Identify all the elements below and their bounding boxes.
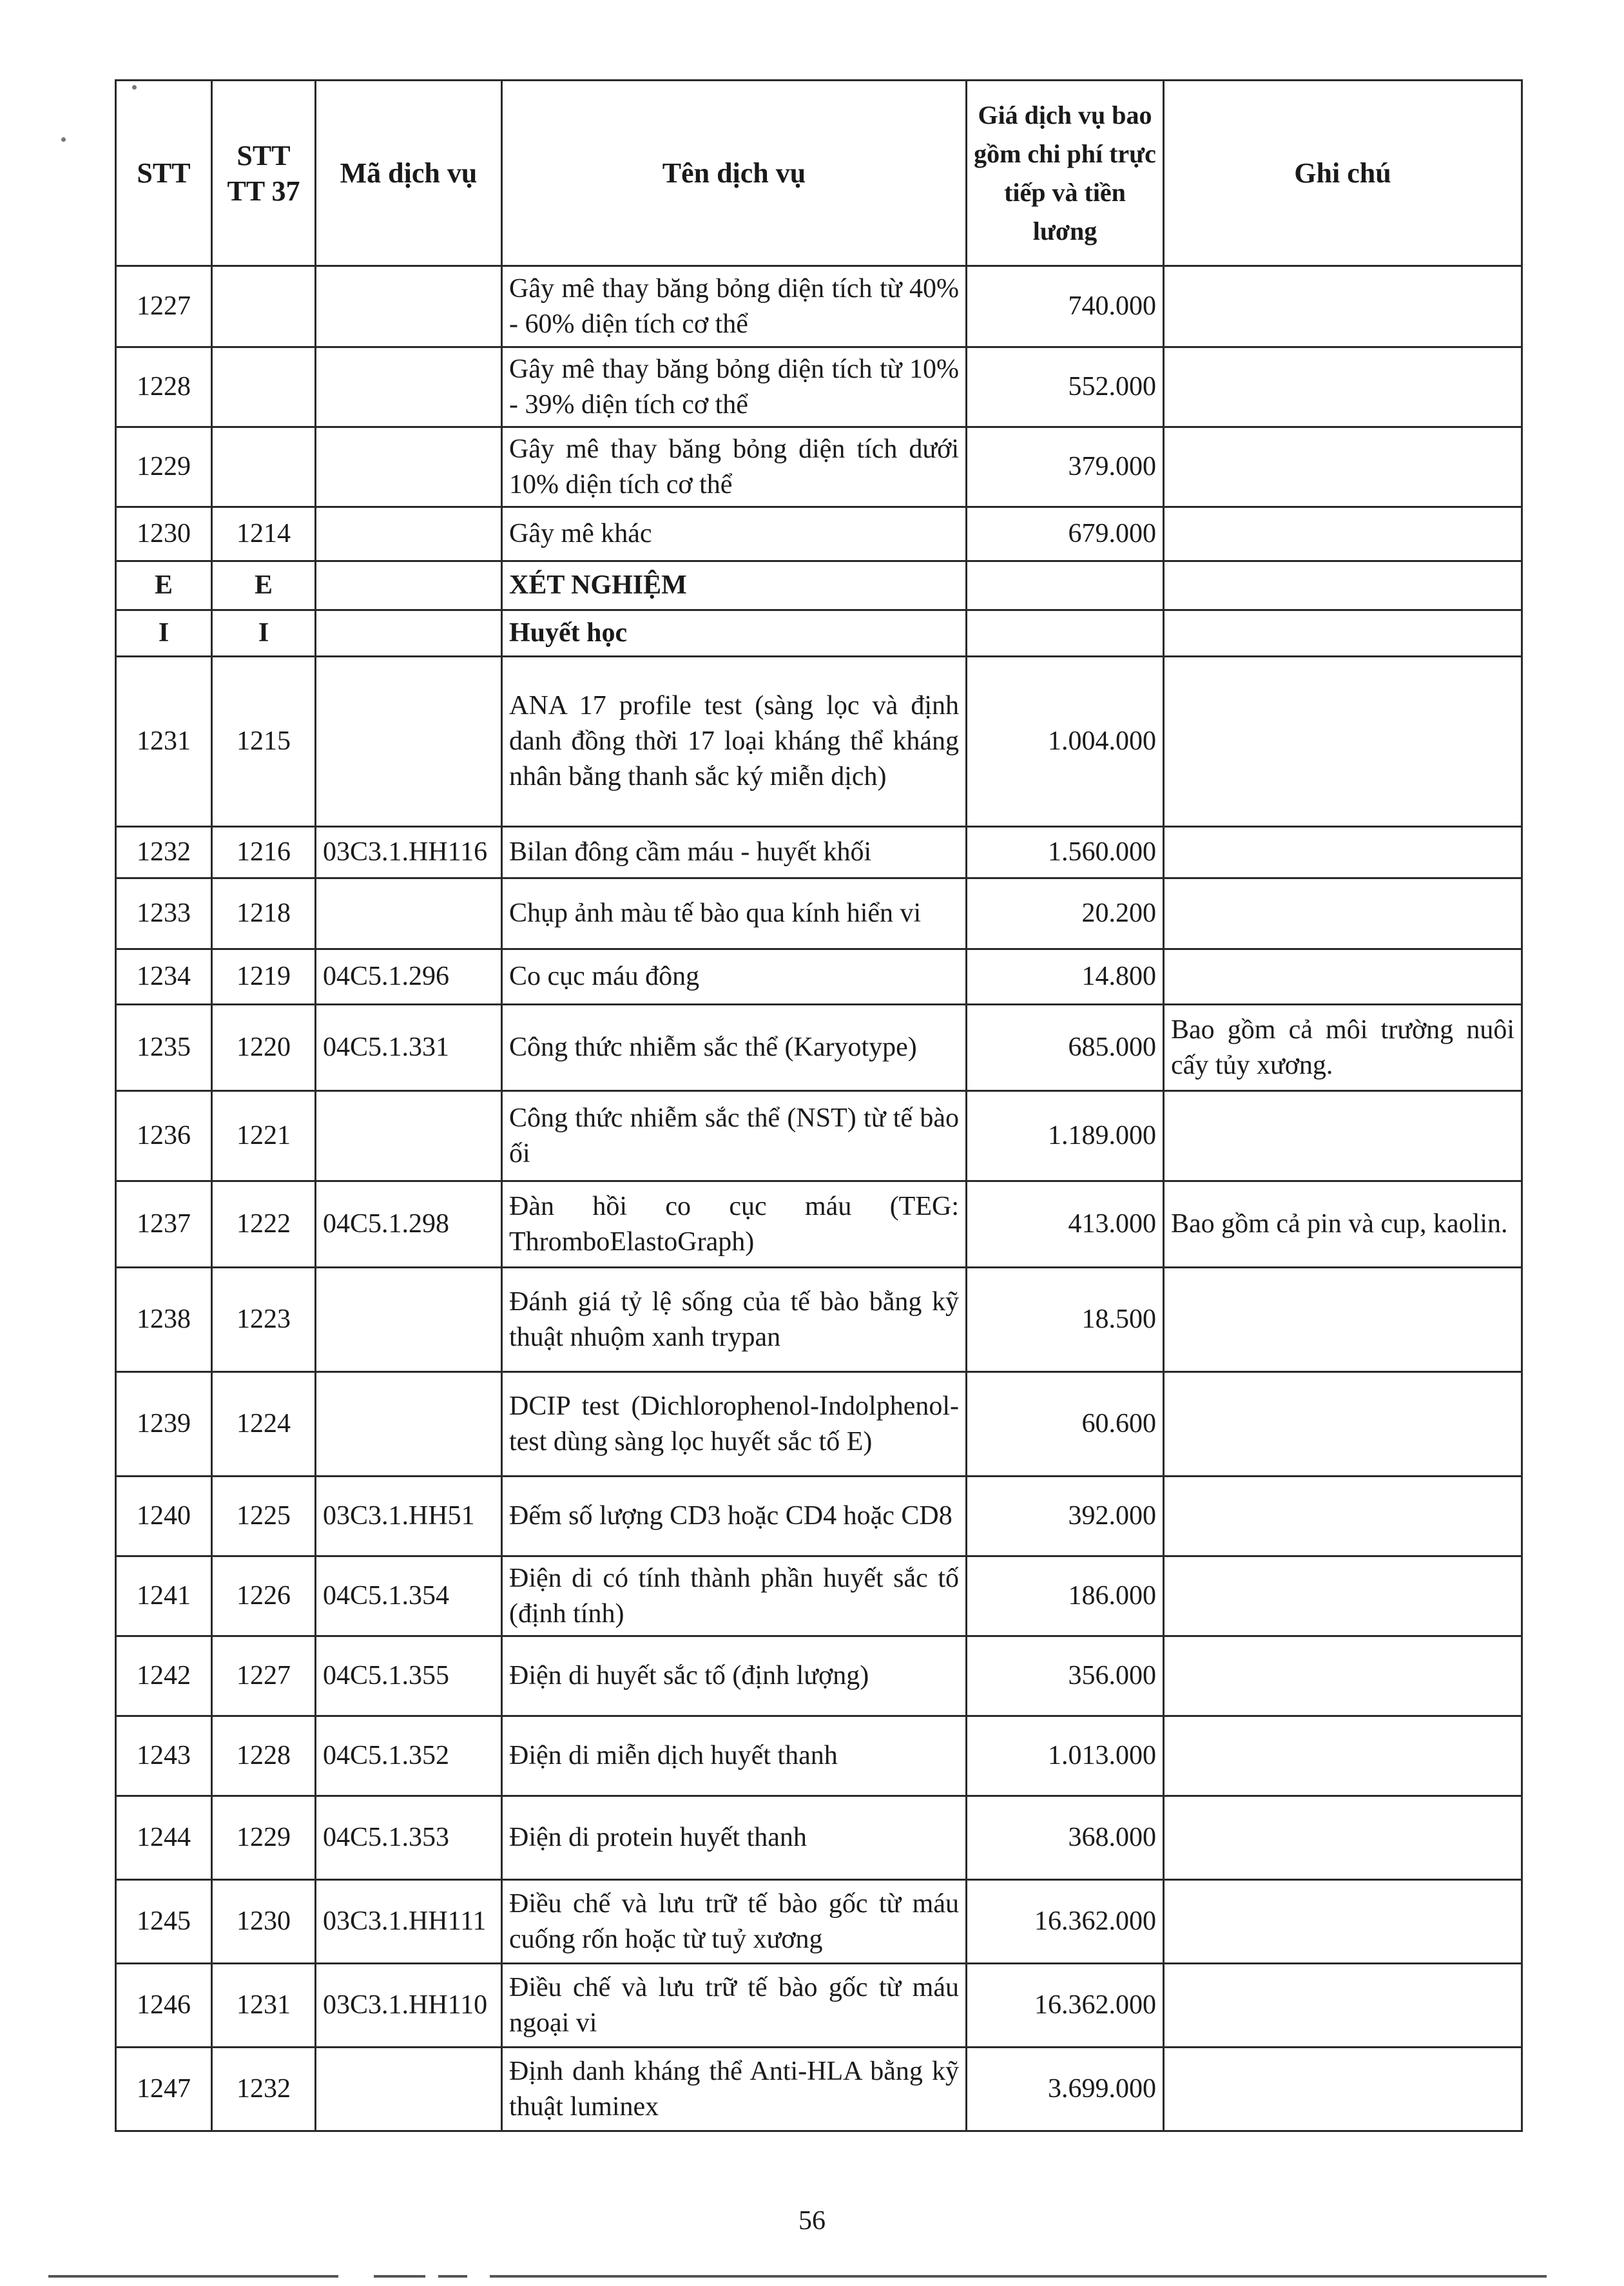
cell-service-name: Chụp ảnh màu tế bào qua kính hiển vi	[502, 878, 967, 949]
cell-stt-tt37: 1218	[212, 878, 316, 949]
cell-service-code: 04C5.1.353	[316, 1796, 502, 1880]
cell-stt-tt37: 1223	[212, 1268, 316, 1372]
cell-note	[1164, 827, 1522, 878]
cell-price: 1.189.000	[967, 1091, 1164, 1181]
cell-stt-tt37: 1224	[212, 1372, 316, 1477]
cell-service-name: Đánh giá tỷ lệ sống của tế bào bằng kỹ thuật nhuộm xanh trypan	[502, 1268, 967, 1372]
cell-note	[1164, 561, 1522, 610]
cell-price: 368.000	[967, 1796, 1164, 1880]
cell-service-name: Co cục máu đông	[502, 949, 967, 1005]
cell-note	[1164, 1964, 1522, 2048]
table-row	[116, 507, 1522, 561]
cell-note	[1164, 1268, 1522, 1372]
cell-stt-tt37: 1219	[212, 949, 316, 1005]
cell-note	[1164, 427, 1522, 507]
table-body	[116, 266, 1522, 2131]
cell-note	[1164, 1636, 1522, 1716]
cell-price: 740.000	[967, 266, 1164, 347]
cell-stt: 1245	[116, 1880, 212, 1964]
cell-service-code	[316, 657, 502, 827]
cell-service-name: Công thức nhiễm sắc thể (Karyotype)	[502, 1005, 967, 1091]
cell-service-name: Điều chế và lưu trữ tế bào gốc từ máu cuống rốn hoặc từ tuỷ xương	[502, 1880, 967, 1964]
cell-stt-tt37	[212, 427, 316, 507]
table-row	[116, 1091, 1522, 1181]
table-row	[116, 1880, 1522, 1964]
table-row	[116, 878, 1522, 949]
cell-stt: 1238	[116, 1268, 212, 1372]
cell-service-code	[316, 507, 502, 561]
cell-stt: 1244	[116, 1796, 212, 1880]
table-row	[116, 657, 1522, 827]
cell-service-code	[316, 561, 502, 610]
cell-note	[1164, 949, 1522, 1005]
cell-stt-tt37: 1216	[212, 827, 316, 878]
table-row	[116, 266, 1522, 347]
cell-service-name: Điện di protein huyết thanh	[502, 1796, 967, 1880]
cell-stt-tt37: 1226	[212, 1556, 316, 1636]
cell-stt: E	[116, 561, 212, 610]
cell-stt: 1234	[116, 949, 212, 1005]
section-row	[116, 610, 1522, 657]
table-row	[116, 827, 1522, 878]
cell-price: 3.699.000	[967, 2048, 1164, 2131]
cell-service-name: Đếm số lượng CD3 hoặc CD4 hoặc CD8	[502, 1477, 967, 1556]
cell-stt-tt37: 1220	[212, 1005, 316, 1091]
table-row	[116, 1477, 1522, 1556]
cell-stt-tt37: 1231	[212, 1964, 316, 2048]
cell-stt: 1237	[116, 1181, 212, 1268]
cell-price: 1.560.000	[967, 827, 1164, 878]
cell-note	[1164, 1796, 1522, 1880]
table-row	[116, 1964, 1522, 2048]
cell-note	[1164, 1091, 1522, 1181]
cell-service-code	[316, 610, 502, 657]
cell-stt: I	[116, 610, 212, 657]
cell-service-name: Gây mê khác	[502, 507, 967, 561]
table-row	[116, 1716, 1522, 1796]
cell-stt-tt37: 1230	[212, 1880, 316, 1964]
cell-stt: 1242	[116, 1636, 212, 1716]
cell-price	[967, 610, 1164, 657]
cell-note	[1164, 1556, 1522, 1636]
cell-service-name: Gây mê thay băng bỏng diện tích dưới 10% diện tích cơ thể	[502, 427, 967, 507]
header-service-code: Mã dịch vụ	[316, 81, 502, 266]
cell-service-name: Huyết học	[502, 610, 967, 657]
cell-service-name: Bilan đông cầm máu - huyết khối	[502, 827, 967, 878]
cell-price: 379.000	[967, 427, 1164, 507]
cell-note	[1164, 1372, 1522, 1477]
cell-price: 14.800	[967, 949, 1164, 1005]
page-number: 56	[798, 2206, 826, 2236]
cell-stt-tt37: 1228	[212, 1716, 316, 1796]
cell-stt: 1231	[116, 657, 212, 827]
header-stt-tt37: STT TT 37	[212, 81, 316, 266]
cell-stt: 1236	[116, 1091, 212, 1181]
table-row	[116, 1005, 1522, 1091]
cell-note	[1164, 657, 1522, 827]
table-row	[116, 1181, 1522, 1268]
cell-stt-tt37: 1229	[212, 1796, 316, 1880]
cell-service-name: Điện di có tính thành phần huyết sắc tố (định tính)	[502, 1556, 967, 1636]
cell-service-code: 03C3.1.HH116	[316, 827, 502, 878]
cell-price: 60.600	[967, 1372, 1164, 1477]
cell-note	[1164, 2048, 1522, 2131]
cell-note	[1164, 610, 1522, 657]
cell-service-code	[316, 1091, 502, 1181]
bottom-rule	[374, 2275, 425, 2278]
cell-service-code: 04C5.1.296	[316, 949, 502, 1005]
cell-service-name: Định danh kháng thể Anti-HLA bằng kỹ thuật luminex	[502, 2048, 967, 2131]
cell-stt-tt37: 1221	[212, 1091, 316, 1181]
section-row	[116, 561, 1522, 610]
cell-service-code: 03C3.1.HH51	[316, 1477, 502, 1556]
cell-stt-tt37: E	[212, 561, 316, 610]
cell-price: 20.200	[967, 878, 1164, 949]
cell-price: 413.000	[967, 1181, 1164, 1268]
cell-service-code	[316, 2048, 502, 2131]
cell-service-name: Công thức nhiễm sắc thể (NST) từ tế bào ối	[502, 1091, 967, 1181]
cell-stt: 1232	[116, 827, 212, 878]
cell-service-name: Gây mê thay băng bỏng diện tích từ 10% - 39% diện tích cơ thể	[502, 347, 967, 427]
cell-note	[1164, 1477, 1522, 1556]
table-row	[116, 2048, 1522, 2131]
cell-note	[1164, 1716, 1522, 1796]
cell-stt-tt37	[212, 266, 316, 347]
cell-service-code	[316, 347, 502, 427]
header-service-name: Tên dịch vụ	[502, 81, 967, 266]
cell-service-code: 03C3.1.HH111	[316, 1880, 502, 1964]
cell-stt: 1247	[116, 2048, 212, 2131]
cell-stt: 1243	[116, 1716, 212, 1796]
bottom-rule	[438, 2275, 467, 2278]
cell-stt-tt37: 1225	[212, 1477, 316, 1556]
cell-stt: 1228	[116, 347, 212, 427]
cell-service-code	[316, 1268, 502, 1372]
cell-stt: 1229	[116, 427, 212, 507]
cell-service-code: 04C5.1.298	[316, 1181, 502, 1268]
cell-service-name: Gây mê thay băng bỏng diện tích từ 40% - 60% diện tích cơ thể	[502, 266, 967, 347]
cell-service-name: Điện di miễn dịch huyết thanh	[502, 1716, 967, 1796]
cell-note: Bao gồm cả pin và cup, kaolin.	[1164, 1181, 1522, 1268]
cell-price: 1.013.000	[967, 1716, 1164, 1796]
cell-note	[1164, 266, 1522, 347]
cell-note	[1164, 1880, 1522, 1964]
cell-service-code: 04C5.1.355	[316, 1636, 502, 1716]
table-header-row	[116, 81, 1522, 266]
header-note: Ghi chú	[1164, 81, 1522, 266]
table-row	[116, 1636, 1522, 1716]
cell-stt-tt37: 1222	[212, 1181, 316, 1268]
header-price: Giá dịch vụ bao gồm chi phí trực tiếp và tiền lương	[967, 81, 1164, 266]
cell-price: 18.500	[967, 1268, 1164, 1372]
cell-note: Bao gồm cả môi trường nuôi cấy tủy xương.	[1164, 1005, 1522, 1091]
cell-price: 392.000	[967, 1477, 1164, 1556]
cell-stt-tt37: 1214	[212, 507, 316, 561]
cell-service-name: Đàn hồi co cục máu (TEG: ThromboElastoGraph)	[502, 1181, 967, 1268]
table-row	[116, 427, 1522, 507]
table-row	[116, 1268, 1522, 1372]
cell-service-code	[316, 1372, 502, 1477]
scan-speck	[61, 137, 66, 142]
cell-service-name: XÉT NGHIỆM	[502, 561, 967, 610]
table-row	[116, 1556, 1522, 1636]
cell-stt-tt37: 1215	[212, 657, 316, 827]
service-price-table	[115, 79, 1523, 2132]
cell-price: 186.000	[967, 1556, 1164, 1636]
cell-note	[1164, 347, 1522, 427]
cell-stt-tt37	[212, 347, 316, 427]
bottom-rule	[48, 2275, 338, 2278]
cell-stt-tt37: 1232	[212, 2048, 316, 2131]
table-row	[116, 1372, 1522, 1477]
bottom-rule	[490, 2275, 1547, 2278]
cell-note	[1164, 507, 1522, 561]
cell-service-name: Điện di huyết sắc tố (định lượng)	[502, 1636, 967, 1716]
cell-price: 16.362.000	[967, 1964, 1164, 2048]
cell-stt: 1233	[116, 878, 212, 949]
cell-service-name: DCIP test (Dichlorophenol-Indolphenol- test dùng sàng lọc huyết sắc tố E)	[502, 1372, 967, 1477]
cell-stt: 1241	[116, 1556, 212, 1636]
table-row	[116, 949, 1522, 1005]
cell-price: 679.000	[967, 507, 1164, 561]
cell-price: 16.362.000	[967, 1880, 1164, 1964]
cell-service-code: 04C5.1.331	[316, 1005, 502, 1091]
cell-stt: 1239	[116, 1372, 212, 1477]
cell-service-code: 04C5.1.354	[316, 1556, 502, 1636]
cell-stt-tt37: I	[212, 610, 316, 657]
cell-stt: 1230	[116, 507, 212, 561]
cell-note	[1164, 878, 1522, 949]
cell-stt: 1240	[116, 1477, 212, 1556]
cell-price: 685.000	[967, 1005, 1164, 1091]
cell-price: 552.000	[967, 347, 1164, 427]
cell-stt-tt37: 1227	[212, 1636, 316, 1716]
header-stt: STT	[116, 81, 212, 266]
cell-price	[967, 561, 1164, 610]
table-row	[116, 347, 1522, 427]
cell-service-name: Điều chế và lưu trữ tế bào gốc từ máu ngoại vi	[502, 1964, 967, 2048]
cell-service-code	[316, 878, 502, 949]
cell-service-name: ANA 17 profile test (sàng lọc và định danh đồng thời 17 loại kháng thể kháng nhân bằng thanh sắc ký miễn dịch)	[502, 657, 967, 827]
cell-price: 356.000	[967, 1636, 1164, 1716]
cell-stt: 1235	[116, 1005, 212, 1091]
cell-service-code: 04C5.1.352	[316, 1716, 502, 1796]
cell-stt: 1227	[116, 266, 212, 347]
cell-service-code: 03C3.1.HH110	[316, 1964, 502, 2048]
table-row	[116, 1796, 1522, 1880]
cell-price: 1.004.000	[967, 657, 1164, 827]
cell-service-code	[316, 427, 502, 507]
cell-stt: 1246	[116, 1964, 212, 2048]
cell-service-code	[316, 266, 502, 347]
